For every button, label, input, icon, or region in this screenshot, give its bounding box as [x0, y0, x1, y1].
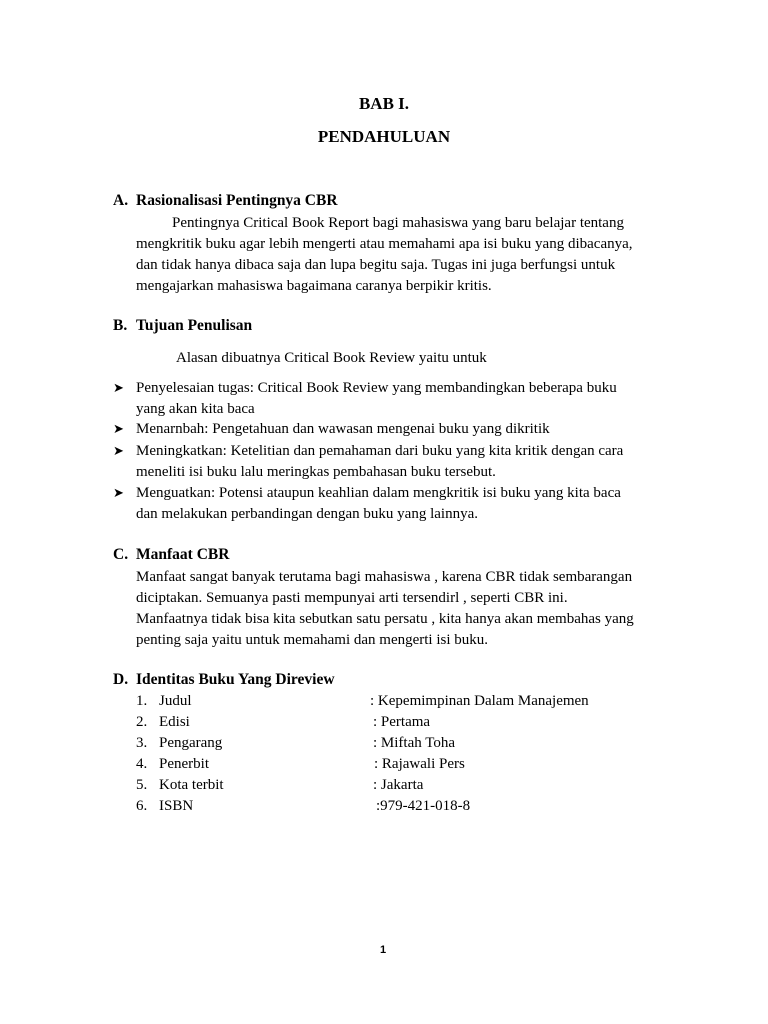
section-c-letter: C.: [113, 546, 129, 563]
arrow-bullet-icon: ➤: [113, 421, 124, 436]
arrow-bullet-icon: ➤: [113, 443, 124, 458]
bullet-item: Meningkatkan: Ketelitian dan pemahaman dari buku yang kita kritik dengan cara: [136, 443, 624, 459]
chapter-label: BAB I.: [358, 94, 410, 113]
identity-item-label: Judul: [159, 693, 192, 709]
section-d-letter: D.: [113, 671, 129, 688]
identity-item-value: : Pertama: [373, 714, 431, 730]
section-a-line: mengajarkan mahasiswa bagaimana caranya berpikir kritis.: [136, 278, 492, 294]
section-c-heading: Manfaat CBR: [136, 546, 230, 563]
identity-item-label: Edisi: [159, 714, 190, 730]
bullet-item-continuation: yang akan kita baca: [136, 401, 255, 417]
section-b-heading: Tujuan Penulisan: [136, 317, 253, 334]
section-b-intro: Alasan dibuatnya Critical Book Review yaitu untuk: [176, 350, 487, 366]
section-c-line: Manfaat sangat banyak terutama bagi mahasiswa , karena CBR tidak sembarangan: [136, 569, 633, 585]
page-title: PENDAHULUAN: [317, 127, 451, 146]
identity-item-value: : Rajawali Pers: [374, 756, 465, 772]
identity-item-number: 4.: [136, 756, 148, 772]
arrow-bullet-icon: ➤: [113, 485, 124, 500]
bullet-item-continuation: meneliti isi buku lalu meringkas pembahasan buku tersebut.: [136, 464, 496, 480]
section-a-letter: A.: [113, 192, 129, 209]
identity-item-number: 5.: [136, 777, 148, 793]
section-a-line: dan tidak hanya dibaca saja dan lupa begitu saja. Tugas ini juga berfungsi untuk: [136, 257, 616, 273]
identity-item-value: : Miftah Toha: [373, 735, 455, 751]
identity-item-number: 6.: [136, 798, 148, 814]
identity-item-number: 2.: [136, 714, 148, 730]
identity-item-value: : Jakarta: [373, 777, 424, 793]
arrow-bullet-icon: ➤: [113, 380, 124, 395]
section-c-line: penting saja yaitu untuk memahami dan mengerti isi buku.: [136, 632, 489, 648]
identity-item-label: Penerbit: [159, 756, 209, 772]
page-number: 1: [380, 944, 387, 956]
section-d-heading: Identitas Buku Yang Direview: [136, 671, 335, 688]
identity-item-label: Kota terbit: [159, 777, 224, 793]
identity-item-label: Pengarang: [159, 735, 223, 751]
section-c-line: diciptakan. Semuanya pasti mempunyai arti tersendirl , seperti CBR ini.: [136, 590, 568, 606]
bullet-item-continuation: dan melakukan perbandingan dengan buku yang lainnya.: [136, 506, 478, 522]
identity-item-label: ISBN: [159, 798, 194, 814]
identity-item-value: : Kepemimpinan Dalam Manajemen: [370, 693, 589, 709]
section-a-heading: Rasionalisasi Pentingnya CBR: [136, 192, 338, 209]
bullet-item: Menguatkan: Potensi ataupun keahlian dalam mengkritik isi buku yang kita baca: [136, 485, 621, 501]
identity-item-value: :979-421-018-8: [376, 798, 471, 814]
identity-item-number: 1.: [136, 693, 148, 709]
section-a-line: Pentingnya Critical Book Report bagi mahasiswa yang baru belajar tentang: [172, 215, 624, 231]
bullet-item: Penyelesaian tugas: Critical Book Review yang membandingkan beberapa buku: [136, 380, 617, 396]
section-a-line: mengkritik buku agar lebih mengerti atau memahami apa isi buku yang dibacanya,: [136, 236, 633, 252]
section-b-letter: B.: [113, 317, 128, 334]
bullet-item: Menarnbah: Pengetahuan dan wawasan mengenai buku yang dikritik: [136, 421, 550, 437]
identity-item-number: 3.: [136, 735, 148, 751]
section-c-line: Manfaatnya tidak bisa kita sebutkan satu persatu , kita hanya akan membahas yang: [136, 611, 634, 627]
